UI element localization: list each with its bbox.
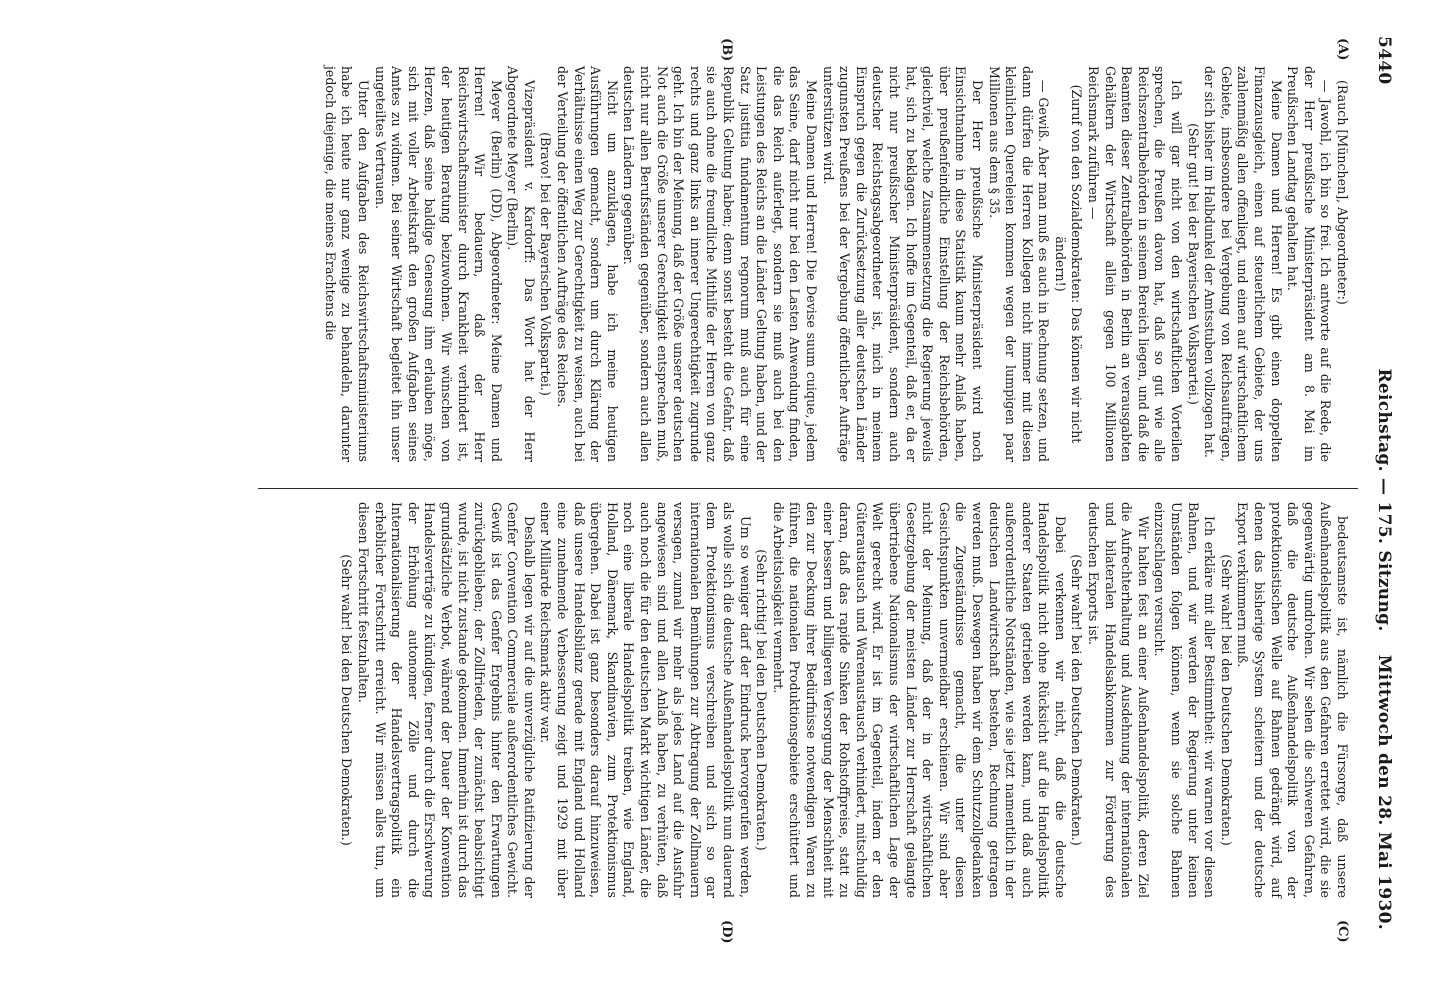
paragraph: Nicht um anzuklagen, habe ich meine heutigen Ausführungen gemacht, sondern um durch Klärung der Verhältnisse einen Weg zur Gerechtigkeit zu weisen, auch bei der Verteilung der öffentlichen Aufträge des Reiches. <box>555 66 620 462</box>
interjection: (Bravo! bei der Bayerischen Volkspartei.) <box>538 132 554 396</box>
paragraph: Deshalb legen wir auf die unverzügliche Ratifizierung der Genfer Convention Commerciale außerordentliches Gewicht. Gewiß ist das Genfer Ergebnis hinter den Erwartungen zurückgeblieben; der Zollfrieden, der zunächst beabsichtigt wurde, ist nicht zustande gekommen. Immerhin ist durch das grundsätzliche Verbot, während der Dauer der Konvention Handelsverträge zu kündigen, ferner durch die Erschwerung der Erhöhung autonomer Zölle und durch die Internationalisierung der Handelsvertragspolitik ein erheblicher Fortschritt erreicht. Wir müssen alles tun, um diesen Fortschritt festzuhalten. <box>355 502 537 898</box>
interjection: (Zuruf von den Sozialdemokraten: Das können wir nicht ändern!) <box>1052 84 1085 444</box>
paragraph: — Jawohl, ich bin so frei. Ich antworte auf die Rede, die der Herr preußische Ministerpräsident am 8. Mai im Preußischen Landtag gehalten hat. <box>1285 66 1334 462</box>
paragraph: Ich erkläre mit aller Bestimmtheit: wir warnen vor diesen Bahnen, und wir werden der Regierung unter keinen Umständen folgen können, wenn sie solche Bahnen einzuschlagen versucht. <box>1152 502 1218 898</box>
paragraph: Vizepräsident v. Kardorff: Das Wort hat der Herr Abgeordnete Meyer (Berlin). <box>505 66 537 462</box>
paragraph: Ich will gar nicht von den wirtschaftlichen Vorteilen sprechen, die Preußen davon hat, daß so gut wie alle Reichszentralbehörden in seinem Bereich liegen, und daß die Beamten dieser Zentralbehörden in Berlin an verausgabten Gehältern der Wirtschaft allein gegen 100 Millionen Reichsmark zuführen — <box>1086 66 1185 462</box>
interjection: (Sehr wahr! bei den Deutschen Demokraten.) <box>339 554 355 846</box>
paragraph: Dabei verkennen wir nicht, daß die deutsche Handelspolitik nicht ohne Rücksicht auf die Handelspolitik anderer Staaten getrieben werden kann, und daß auch außerordentliche Notständen, wie sie jetzt namentlich in der deutschen Landwirtschaft bestehen, Rechnung getragen werden muß. Deswegen haben wir dem Schutzzollgedanken die Zugeständnisse gemacht, die unter diesen Gesichtspunkten unvermeidbar erschienen. Wir sind aber nicht der Meinung, daß der in der wirtschaftlichen Gesetzgebung der meisten Länder zur Herrschaft gelangte übertriebene Nationalismus der wirtschaftlichen Lage der Welt gerecht wird. Er ist im Gegenteil, indem er den Güteraustausch und Warenaustausch verhindert, mitschuldig daran, daß das rapide Sinken der Rohstoffpreise, statt zu einer bessern und billigeren Versorgung der Menschheit mit den zur Deckung ihrer Bedürfnisse notwendigen Waren zu führen, die nationalen Produktionsgebiete erschüttert und die Arbeitslosigkeit vermehrt. <box>770 502 1068 898</box>
margin-marker-b: (B) <box>719 38 734 62</box>
paragraph: Meine Damen und Herren! Die Devise suum cuique, jedem das Seine, darf nicht nur bei den Lasten Anwendung finden, die das Reich auferlegt, sondern sie muß auch bei den Leistungen des Reichs an die Länder Geltung haben, und der Satz justitia fundamentum regnorum muß auch für eine Republik Geltung haben; denn sonst besteht die Gefahr, daß sie auch ohne die freundliche Mithilfe der Herren von ganz rechts und ganz links an innerer Ungerechtigkeit zugrunde geht. Ich bin der Meinung, daß der Größe unserer deutschen Not auch die Größe unserer Gerechtigkeit entsprechen muß, nicht nur allen Berufsständen gegenüber, sondern auch allen deutschen Ländern gegenüber. <box>621 66 819 462</box>
paragraph: Unter den Aufgaben des Reichswirtschaftsministeriums habe ich heute nur ganz wenige zu behandeln, darunter jedoch diejenige, die meines Erachtens die <box>322 66 371 462</box>
paragraph: Meine Damen und Herren! Es gibt einen doppelten Finanzausgleich, einen auf steuerlichem Gebiete, der uns zahlenmäßig allen offenliegt, und einen auf wirtschaftlichem Gebiete, insbesondere bei Vergebung von Reichsaufträgen, der sich bisher im Halbdunkel der Amtsstuben vollzogen hat. <box>1202 66 1284 462</box>
margin-marker-a: (A) <box>1335 38 1350 61</box>
paragraph: Der Herr preußische Ministerpräsident wird noch Einsichtnahme in diese Statistik kaum mehr Anlaß haben, über preußenfeindliche Einstellung der Reichsbehörden, gleichviel, welche Zusammensetzung die Regierung jeweils hat, sich zu beklagen. Ich hoffe im Gegenteil, daß er, da er nicht nur preußischer Ministerpräsident, sondern auch deutscher Reichstagsabgeordneter ist, mich in meinem Einspruch gegen die Zurücksetzung aller deutschen Länder zugunsten Preußens bei der Vergebung öffentlicher Aufträge unterstützen wird. <box>820 66 985 462</box>
interjection: (Sehr wahr! bei den Deutschen Demokraten.) <box>1069 554 1085 846</box>
right-column <box>338 502 1350 898</box>
page-number: 5440 <box>1374 36 1394 85</box>
paragraph: Um so weniger darf der Eindruck hervorgerufen werden, als wolle sich die deutsche Außenhandelspolitik nun dauernd dem Protektionismus verschreiben und sich so gar internationalen Bemühungen zur Abtragung der Zollmauern versagen, zumal wir mehr als jedes Land auf die Ausfuhr angewiesen sind und allen Anlaß haben, zu verhüten, daß auch noch die für den deutschen Markt wichtigen Länder, die noch eine liberale Handelspolitik treiben, wie England, Holland, Dänemark, Skandinavien, zum Protektionismus übergehen. Dabei ist ganz besonders darauf hinzuweisen, daß unsere Handelsbilanz gerade mit England und Holland eine zunehmende Verbesserung zeigt und 1929 mit über einer Milliarde Reichsmark aktiv war. <box>538 502 753 898</box>
interjection: (Sehr richtig! bei den Deutschen Demokraten.) <box>754 549 770 851</box>
paragraph: — Gewiß. Aber man muß es auch in Rechnung setzen, und dann dürfen die Herren Kollegen nicht immer mit diesen kleinlichen Quereleien kommen wegen der lumpigen paar Millionen aus dem § 35. <box>986 66 1052 462</box>
paragraph: (Rauch [München], Abgeordneter:) <box>1335 80 1350 305</box>
session-date: Mittwoch den 28. Mai 1930. <box>1374 654 1394 930</box>
paragraph: Wir halten fest an einer Außenhandelspolitik, deren Ziel die Aufrechterhaltung und Ausdehnung der internationalen und bilateralen Handelsabkommen zur Förderung des deutschen Exports ist. <box>1086 502 1151 898</box>
column-divider <box>258 488 1358 489</box>
interjection: (Sehr gut! bei der Bayerischen Volkspartei.) <box>1185 123 1201 405</box>
paragraph: Meyer (Berlin) (DD), Abgeordneter: Meine Damen und Herren! Wir bedauern, daß der Herr Reichswirtschaftsminister durch Krankheit verhindert ist, der heutigen Beratung beizuwohnen. Wir wünschen von Herzen, daß seine baldige Genesung ihm erlauben möge, sich mit voller Arbeitskraft den großen Aufgaben seines Amtes zu widmen. Bei seiner Wirtschaft begleitet ihn unser ungeteiltes Vertrauen. <box>372 66 504 462</box>
page-header <box>1368 0 1394 1000</box>
margin-marker-d: (D) <box>719 920 734 944</box>
left-column <box>321 66 1350 462</box>
session-title: Reichstag. — 175. Sitzung. <box>1374 368 1394 632</box>
paragraph: bedeutsamste ist, nämlich die Fürsorge, daß unsere Außenhandelspolitik aus den Gefahren errettet wird, die sie gegenwärtig umdrohen. Wir sehen die schweren Gefahren, daß die deutsche Außenhandelspolitik von der protektionistischen Welle auf Bahnen gedrängt wird, auf denen das bisherige System scheitern und der deutsche Export verkümmern muß. <box>1235 502 1350 898</box>
margin-marker-c: (C) <box>1335 920 1350 943</box>
interjection: (Sehr wahr! bei den Deutschen Demokraten.) <box>1218 554 1234 846</box>
